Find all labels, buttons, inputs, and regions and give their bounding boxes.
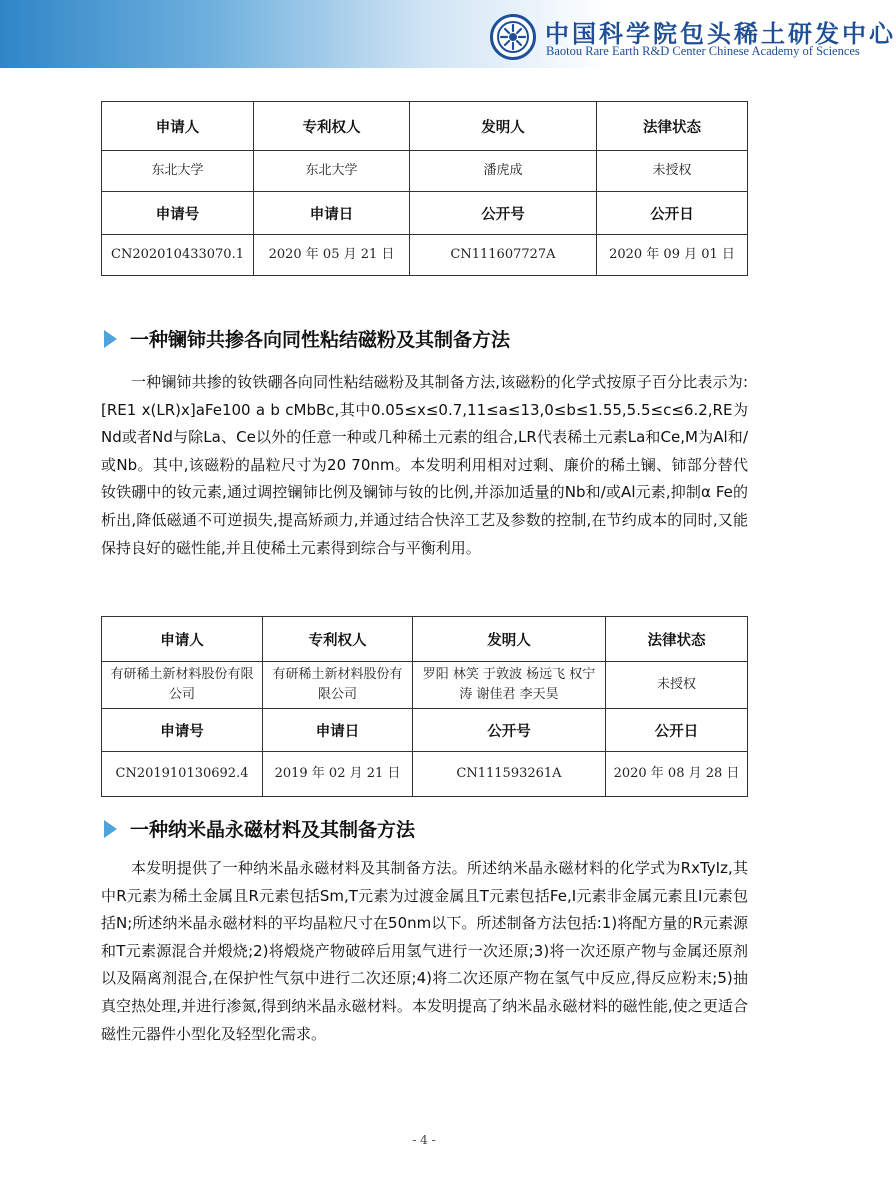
table-row bbox=[102, 752, 748, 797]
header-inventor: 发明人 bbox=[413, 617, 606, 662]
application-number-value: CN201910130692.4 bbox=[102, 752, 263, 797]
header-application-date: 申请日 bbox=[263, 709, 413, 752]
org-name-en: Baotou Rare Earth R&D Center Chinese Academy of Sciences bbox=[546, 44, 860, 58]
section-body-2: 本发明提供了一种纳米晶永磁材料及其制备方法。所述纳米晶永磁材料的化学式为RxTyIz,其中R元素为稀土金属且R元素包括Sm,T元素为过渡金属且T元素包括Fe,I元素非金属元素且I元素包括N;所述纳米晶永磁材料的平均晶粒尺寸在50nm以下。所述制备方法包括:1)将配方量的R元素源和T元素源混合并煅烧;2)将煅烧产物破碎后用氢气进行一次还原;3)将一次还原产物与金属还原剂以及隔离剂混合,在保护性气氛中进行二次还原;4)将二次还原产物在氢气中反应,得反应粉末;5)抽真空热处理,并进行渗氮,得到纳米晶永磁材料。本发明提高了纳米晶永磁材料的磁性能,使之更适合磁性元器件小型化及轻型化需求。 bbox=[101, 859, 748, 1043]
application-date-value: 2019 年 02 月 21 日 bbox=[263, 752, 413, 797]
header-application-date: 申请日 bbox=[254, 192, 410, 235]
header-applicant: 申请人 bbox=[102, 617, 263, 662]
table-header-row bbox=[102, 617, 748, 662]
header-patentee: 专利权人 bbox=[263, 617, 413, 662]
applicant-value: 东北大学 bbox=[102, 151, 254, 192]
header-application-number: 申请号 bbox=[102, 709, 263, 752]
table-header-row bbox=[102, 192, 748, 235]
section-heading-2 bbox=[104, 815, 764, 843]
table-row bbox=[102, 235, 748, 276]
header-applicant: 申请人 bbox=[102, 102, 254, 151]
publication-date-value: 2020 年 08 月 28 日 bbox=[606, 752, 748, 797]
publication-number-value: CN111593261A bbox=[413, 752, 606, 797]
page-number: - 4 - bbox=[412, 1133, 436, 1147]
triangle-bullet-icon bbox=[104, 330, 117, 348]
table-header-row bbox=[102, 709, 748, 752]
inventor-value: 潘虎成 bbox=[410, 151, 597, 192]
header-publication-number: 公开号 bbox=[413, 709, 606, 752]
section-heading-1 bbox=[104, 325, 764, 353]
legal-status-value: 未授权 bbox=[597, 151, 748, 192]
cas-logo-icon bbox=[490, 14, 536, 60]
header-publication-date: 公开日 bbox=[597, 192, 748, 235]
inventor-value: 罗阳 林笑 于敦波 杨远飞 权宁涛 谢佳君 李天昊 bbox=[413, 662, 606, 709]
org-name-cn: 中国科学院包头稀土研发中心 bbox=[545, 19, 896, 48]
applicant-value: 有研稀土新材料股份有限公司 bbox=[102, 662, 263, 709]
publication-date-value: 2020 年 09 月 01 日 bbox=[597, 235, 748, 276]
triangle-bullet-icon bbox=[104, 820, 117, 838]
patent-info-table-2 bbox=[101, 616, 748, 797]
application-date-value: 2020 年 05 月 21 日 bbox=[254, 235, 410, 276]
header-publication-date: 公开日 bbox=[606, 709, 748, 752]
table-row bbox=[102, 662, 748, 709]
table-row bbox=[102, 151, 748, 192]
publication-number-value: CN111607727A bbox=[410, 235, 597, 276]
patent-info-table-1 bbox=[101, 101, 748, 276]
application-number-value: CN202010433070.1 bbox=[102, 235, 254, 276]
patentee-value: 有研稀土新材料股份有限公司 bbox=[263, 662, 413, 709]
section-title: 一种纳米晶永磁材料及其制备方法 bbox=[130, 819, 416, 841]
legal-status-value: 未授权 bbox=[606, 662, 748, 709]
section-title: 一种镧铈共掺各向同性粘结磁粉及其制备方法 bbox=[130, 329, 511, 351]
header-publication-number: 公开号 bbox=[410, 192, 597, 235]
patentee-value: 东北大学 bbox=[254, 151, 410, 192]
header-inventor: 发明人 bbox=[410, 102, 597, 151]
header-application-number: 申请号 bbox=[102, 192, 254, 235]
header-patentee: 专利权人 bbox=[254, 102, 410, 151]
header-legal-status: 法律状态 bbox=[606, 617, 748, 662]
table-header-row bbox=[102, 102, 748, 151]
header-legal-status: 法律状态 bbox=[597, 102, 748, 151]
section-body-1: 一种镧铈共掺的钕铁硼各向同性粘结磁粉及其制备方法,该磁粉的化学式按原子百分比表示为:[RE1 x(LR)x]aFe100 a b cMbBc,其中0.05≤x≤0.7,11≤a≤13,0≤b≤1.55,5.5≤c≤6.2,RE为Nd或者Nd与除La、Ce以外的任意一种或几种稀土元素的组合,LR代表稀土元素La和Ce,M为Al和/或Nb。其中,该磁粉的晶粒尺寸为20 70nm。本发明利用相对过剩、廉价的稀土镧、铈部分替代钕铁硼中的钕元素,通过调控镧铈比例及镧铈与钕的比例,并添加适量的Nb和/或Al元素,抑制α Fe的析出,降低磁通不可逆损失,提高矫顽力,并通过结合快淬工艺及参数的控制,在节约成本的同时,又能保持良好的磁性能,并且使稀土元素得到综合与平衡利用。 bbox=[101, 373, 748, 557]
